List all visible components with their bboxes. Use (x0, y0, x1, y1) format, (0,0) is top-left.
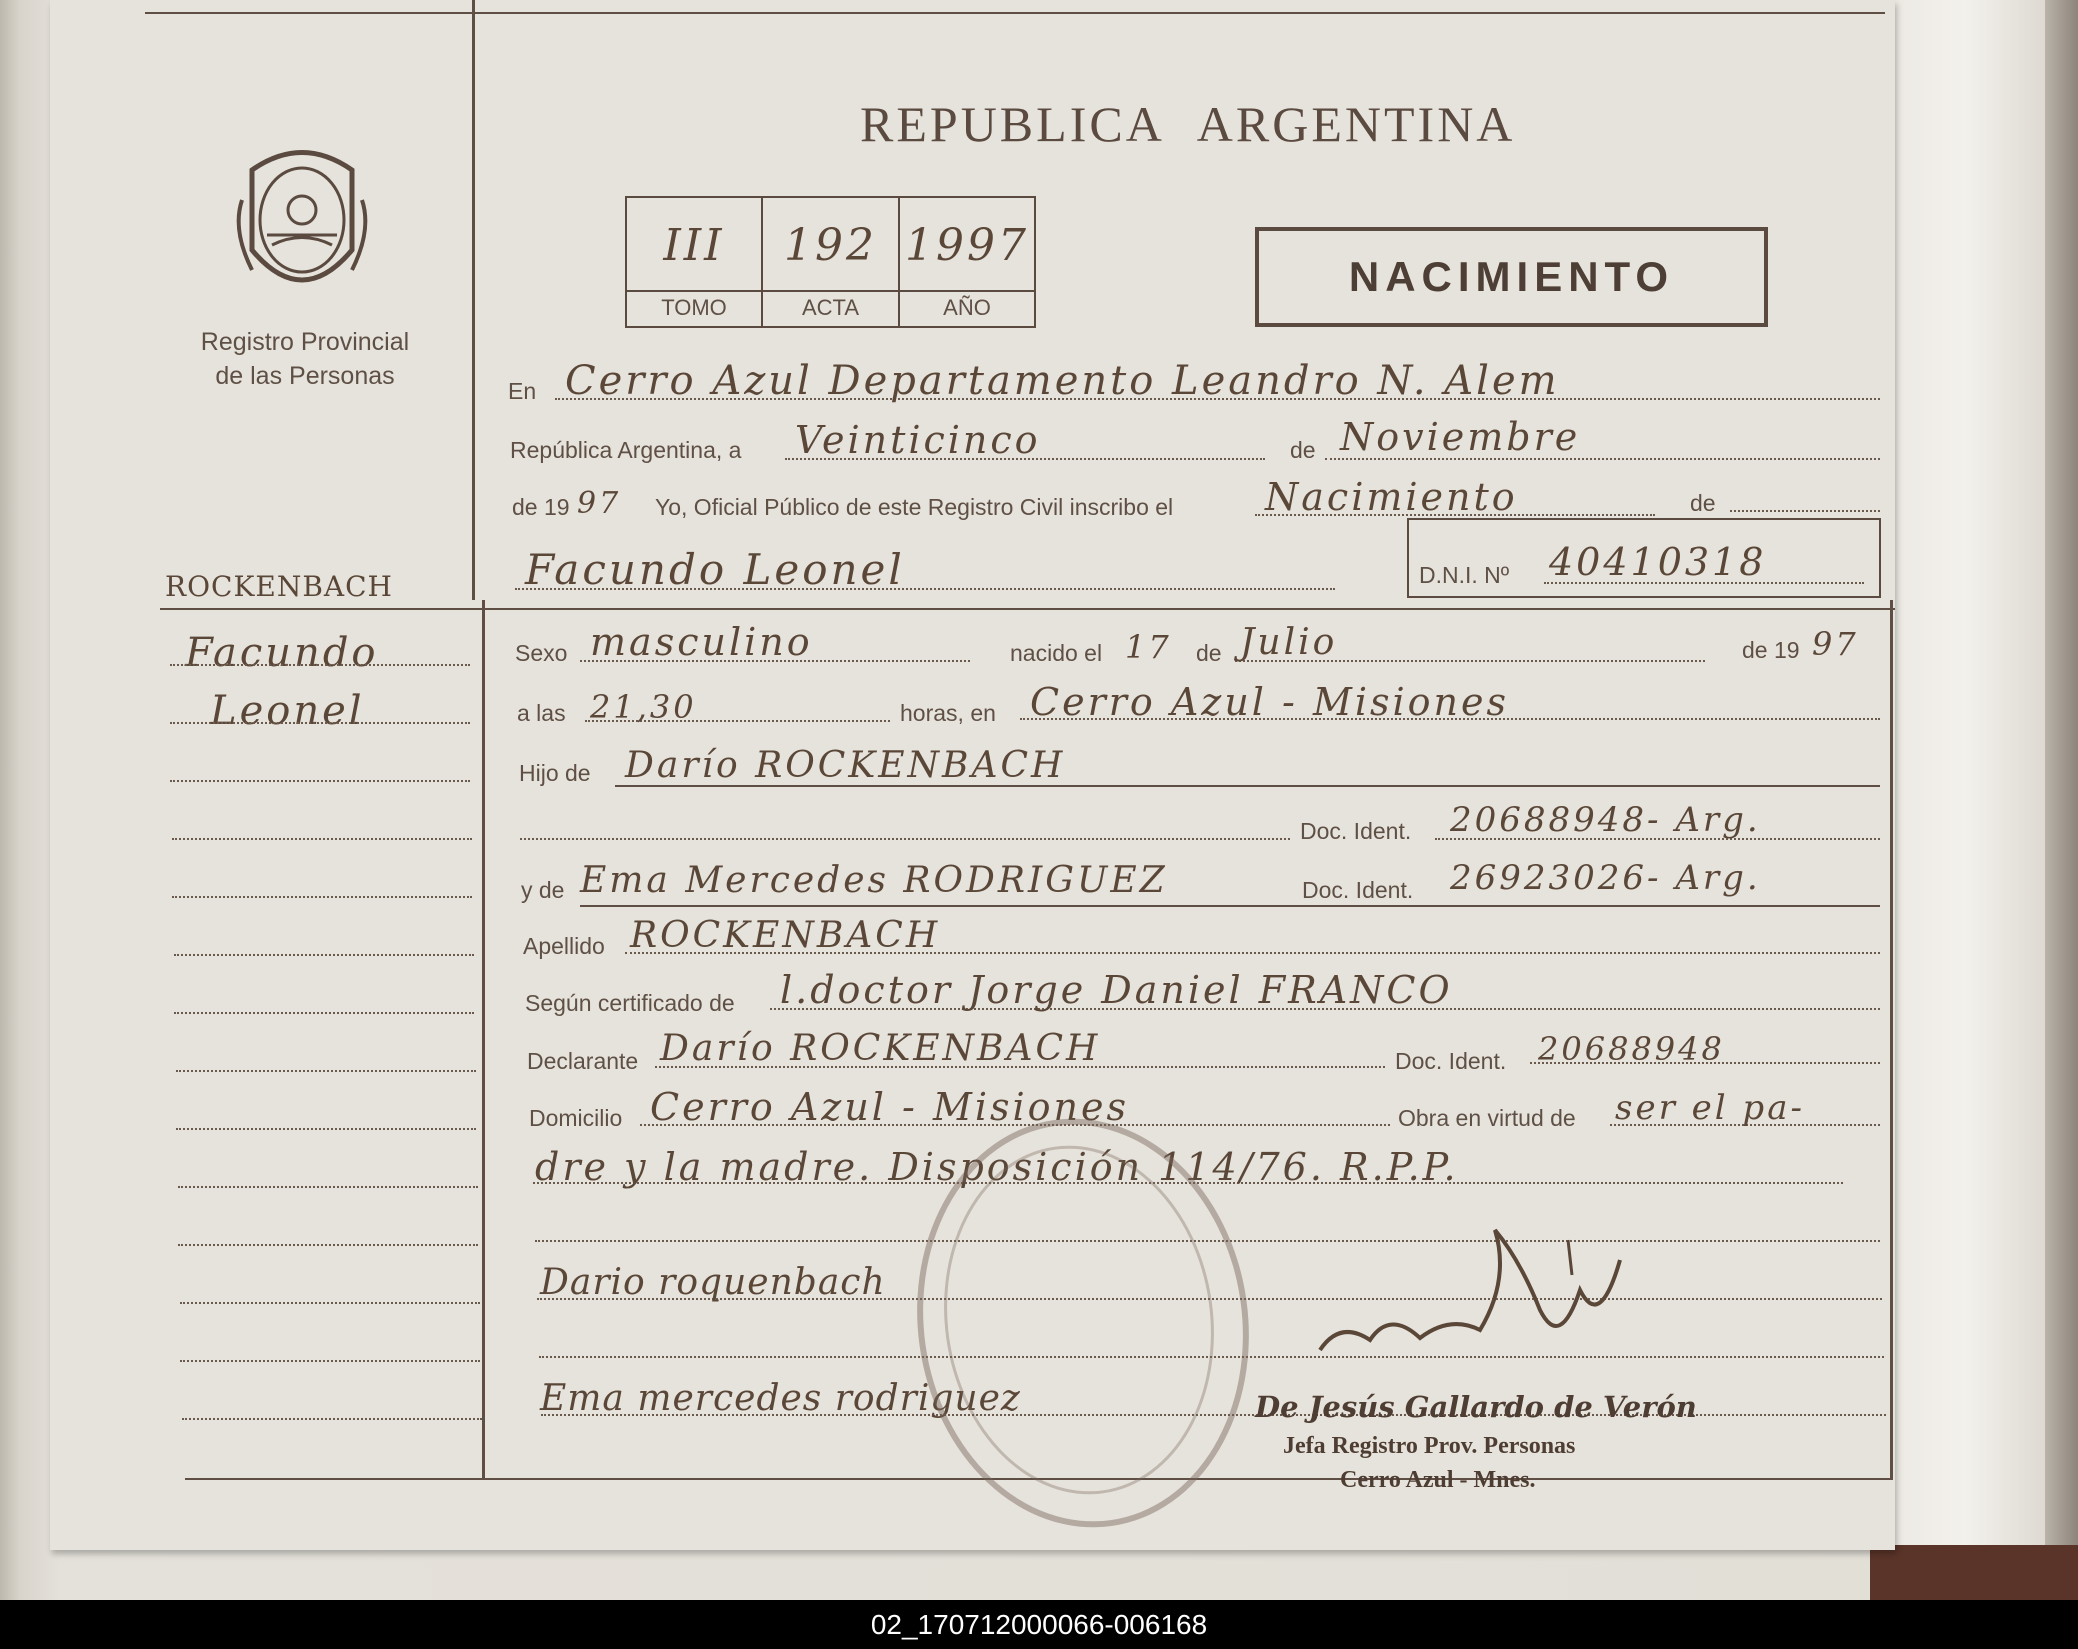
margin-line (170, 780, 470, 782)
signature-father: Dario roquenbach (540, 1262, 886, 1303)
horas-en-label: horas, en (900, 700, 996, 726)
book-reference-table (625, 196, 1036, 328)
margin-line (178, 1186, 478, 1188)
official-title: Jefa Registro Prov. Personas (1283, 1433, 1576, 1459)
address-value: Cerro Azul - Misiones (650, 1085, 1129, 1129)
registry-line-2: de las Personas (215, 362, 395, 390)
margin-line (172, 838, 472, 840)
top-rule (145, 12, 1885, 14)
margin-divider-lower (482, 600, 485, 1480)
signature-mother: Ema mercedes rodriguez (540, 1378, 1021, 1419)
margin-given-name-1: Facundo (185, 630, 379, 676)
margin-line (178, 1244, 478, 1246)
margin-line (170, 722, 470, 724)
margin-line (170, 664, 470, 666)
sex-value: masculino (590, 620, 813, 664)
obra-label: Obra en virtud de (1398, 1105, 1576, 1131)
official-place: Cerro Azul - Mnes. (1340, 1467, 1536, 1493)
oficial-text: Yo, Oficial Público de este Registro Civil inscribo el (655, 494, 1174, 520)
yde-label: y de (521, 877, 565, 903)
de19-label: de 19 (1742, 637, 1800, 663)
solid-line (580, 905, 1880, 907)
margin-surname: ROCKENBACH (165, 570, 393, 603)
right-border (1890, 600, 1893, 1480)
anio-label: AÑO (943, 295, 991, 320)
official-name: De Jesús Gallardo de Verón (1255, 1390, 1697, 1424)
dotted-line (1730, 510, 1880, 512)
margin-line (176, 1128, 476, 1130)
nacido-label: nacido el (1010, 640, 1103, 666)
birth-day: 17 (1125, 628, 1172, 666)
doc-label: Doc. Ident. (1300, 818, 1412, 844)
margin-line (174, 1012, 474, 1014)
table-divider (627, 290, 1034, 292)
de-label-2: de (1690, 490, 1716, 516)
en-label: En (508, 378, 537, 404)
birth-year: 97 (1812, 625, 1859, 663)
doc-label: Doc. Ident. (1302, 877, 1414, 903)
birth-place: Cerro Azul - Misiones (1030, 680, 1509, 724)
father-doc: 20688948- Arg. (1450, 800, 1761, 840)
sexo-label: Sexo (515, 640, 568, 666)
file-id-bar: 02_170712000066-006168 (0, 1600, 2078, 1649)
place-value: Cerro Azul Departamento Leandro N. Alem (565, 358, 1560, 404)
country-title: REPUBLICA ARGENTINA (860, 96, 1516, 152)
dni-box (1407, 518, 1881, 598)
margin-line (176, 1070, 476, 1072)
acta-label: ACTA (801, 295, 860, 320)
registry-line-1: Registro Provincial (200, 328, 410, 356)
book-spine-shadow (2045, 0, 2078, 1600)
day-value: Veinticinco (795, 418, 1041, 462)
margin-divider-upper (472, 0, 475, 600)
alas-label: a las (517, 700, 566, 726)
de-label-3: de (1196, 640, 1222, 666)
obra-value: ser el pa- (1615, 1088, 1805, 1128)
table-surface (1870, 1545, 2078, 1600)
margin-line (180, 1302, 480, 1304)
margin-line (174, 954, 474, 956)
declarant-doc: 20688948 (1538, 1030, 1725, 1068)
certificate-value: l.doctor Jorge Daniel FRANCO (780, 968, 1453, 1012)
official-signature-icon (1310, 1220, 1640, 1370)
dni-value: 40410318 (1549, 540, 1767, 584)
certificado-label: Según certificado de (525, 990, 735, 1016)
tomo-value: III (663, 220, 725, 271)
birth-month: Julio (1240, 622, 1338, 663)
hijo-label: Hijo de (519, 760, 591, 786)
dotted-line (520, 838, 1290, 840)
provincial-seal-icon (232, 140, 372, 300)
de-label: de (1290, 437, 1316, 463)
section-rule (160, 608, 1895, 610)
document-type-box: NACIMIENTO (1255, 227, 1768, 327)
de-year-label: de 19 (512, 494, 570, 520)
apellido-label: Apellido (523, 933, 605, 959)
declarante-label: Declarante (527, 1048, 639, 1074)
dni-label: D.N.I. Nº (1419, 562, 1510, 588)
surname-value: ROCKENBACH (630, 915, 941, 956)
registry-name (180, 325, 430, 393)
father-name: Darío ROCKENBACH (625, 745, 1066, 786)
doc-label: Doc. Ident. (1395, 1048, 1507, 1074)
anio-value: 1997 (905, 220, 1029, 271)
margin-given-name-2: Leonel (210, 688, 365, 734)
republica-label: República Argentina, a (510, 437, 742, 463)
name-value: Facundo Leonel (525, 545, 905, 594)
declarant-name: Darío ROCKENBACH (660, 1028, 1101, 1069)
mother-name: Ema Mercedes RODRIGUEZ (580, 860, 1168, 901)
tomo-label: TOMO (661, 295, 727, 320)
acta-value: 192 (784, 220, 877, 271)
mother-doc: 26923026- Arg. (1450, 858, 1761, 898)
margin-line (180, 1360, 480, 1362)
month-value: Noviembre (1340, 415, 1581, 459)
margin-line (182, 1418, 482, 1420)
margin-line (172, 896, 472, 898)
domicilio-label: Domicilio (529, 1105, 623, 1131)
obra-continuation: dre y la madre. Disposición 114/76. R.P.P. (535, 1145, 1459, 1189)
act-value: Nacimiento (1265, 475, 1518, 519)
hour-value: 21,30 (590, 688, 697, 726)
year-suffix: 97 (577, 486, 622, 521)
